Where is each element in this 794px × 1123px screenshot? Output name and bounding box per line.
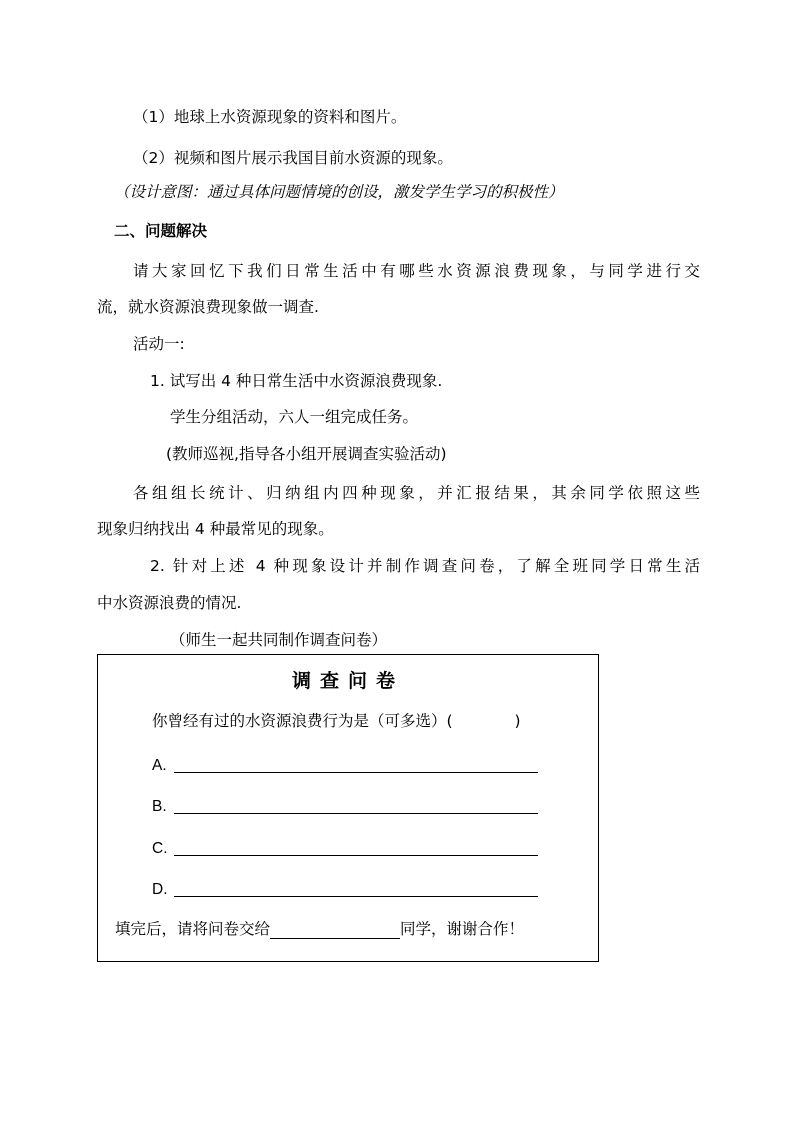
task-2-line-1: 2. 针对上述 4 种现象设计并制作调查问卷，了解全班同学日常生活 bbox=[150, 557, 700, 575]
option-d-answer-line[interactable] bbox=[174, 896, 538, 897]
option-c-label: C. bbox=[152, 840, 168, 857]
survey-footer-suffix: 同学，谢谢合作！ bbox=[400, 920, 525, 938]
task-1-group-activity: 学生分组活动，六人一组完成任务。 bbox=[170, 408, 419, 426]
survey-footer bbox=[115, 919, 524, 939]
paragraph-2-line-2: 现象归纳找出 4 种最常见的现象。 bbox=[97, 520, 334, 538]
survey-question: 你曾经有过的水资源浪费行为是（可多选）( ) bbox=[152, 712, 521, 730]
activity-label: 活动一: bbox=[133, 335, 185, 353]
option-c-answer-line[interactable] bbox=[174, 855, 538, 856]
material-item-1: （1）地球上水资源现象的资料和图片。 bbox=[133, 108, 407, 126]
task-2-note: （师生一起共同制作调查问卷） bbox=[170, 631, 388, 649]
design-intent-note: （设计意图：通过具体问题情境的创设，激发学生学习的积极性） bbox=[114, 183, 564, 201]
paragraph-1-line-2: 流，就水资源浪费现象做一调查. bbox=[97, 298, 319, 316]
paragraph-1-line-1: 请大家回忆下我们日常生活中有哪些水资源浪费现象，与同学进行交 bbox=[133, 262, 700, 280]
option-a-answer-line[interactable] bbox=[174, 772, 538, 773]
recipient-blank[interactable] bbox=[270, 922, 400, 939]
option-d-label: D. bbox=[152, 881, 168, 898]
survey-questionnaire-box bbox=[97, 654, 599, 962]
survey-title: 调查问卷 bbox=[291, 670, 404, 692]
task-2-line-2: 中水资源浪费的情况. bbox=[97, 594, 242, 612]
section-heading-problem-solving: 二、问题解决 bbox=[114, 222, 208, 240]
paragraph-2-line-1: 各组组长统计、归纳组内四种现象，并汇报结果，其余同学依照这些 bbox=[133, 484, 700, 502]
survey-footer-prefix: 填完后，请将问卷交给 bbox=[115, 920, 271, 938]
option-a-label: A. bbox=[152, 757, 167, 774]
task-1: 1. 试写出 4 种日常生活中水资源浪费现象. bbox=[150, 372, 443, 390]
task-1-teacher-note: (教师巡视,指导各小组开展调查实验活动) bbox=[166, 445, 447, 463]
option-b-label: B. bbox=[152, 798, 167, 815]
option-b-answer-line[interactable] bbox=[174, 813, 538, 814]
material-item-2: （2）视频和图片展示我国目前水资源的现象。 bbox=[133, 149, 453, 167]
